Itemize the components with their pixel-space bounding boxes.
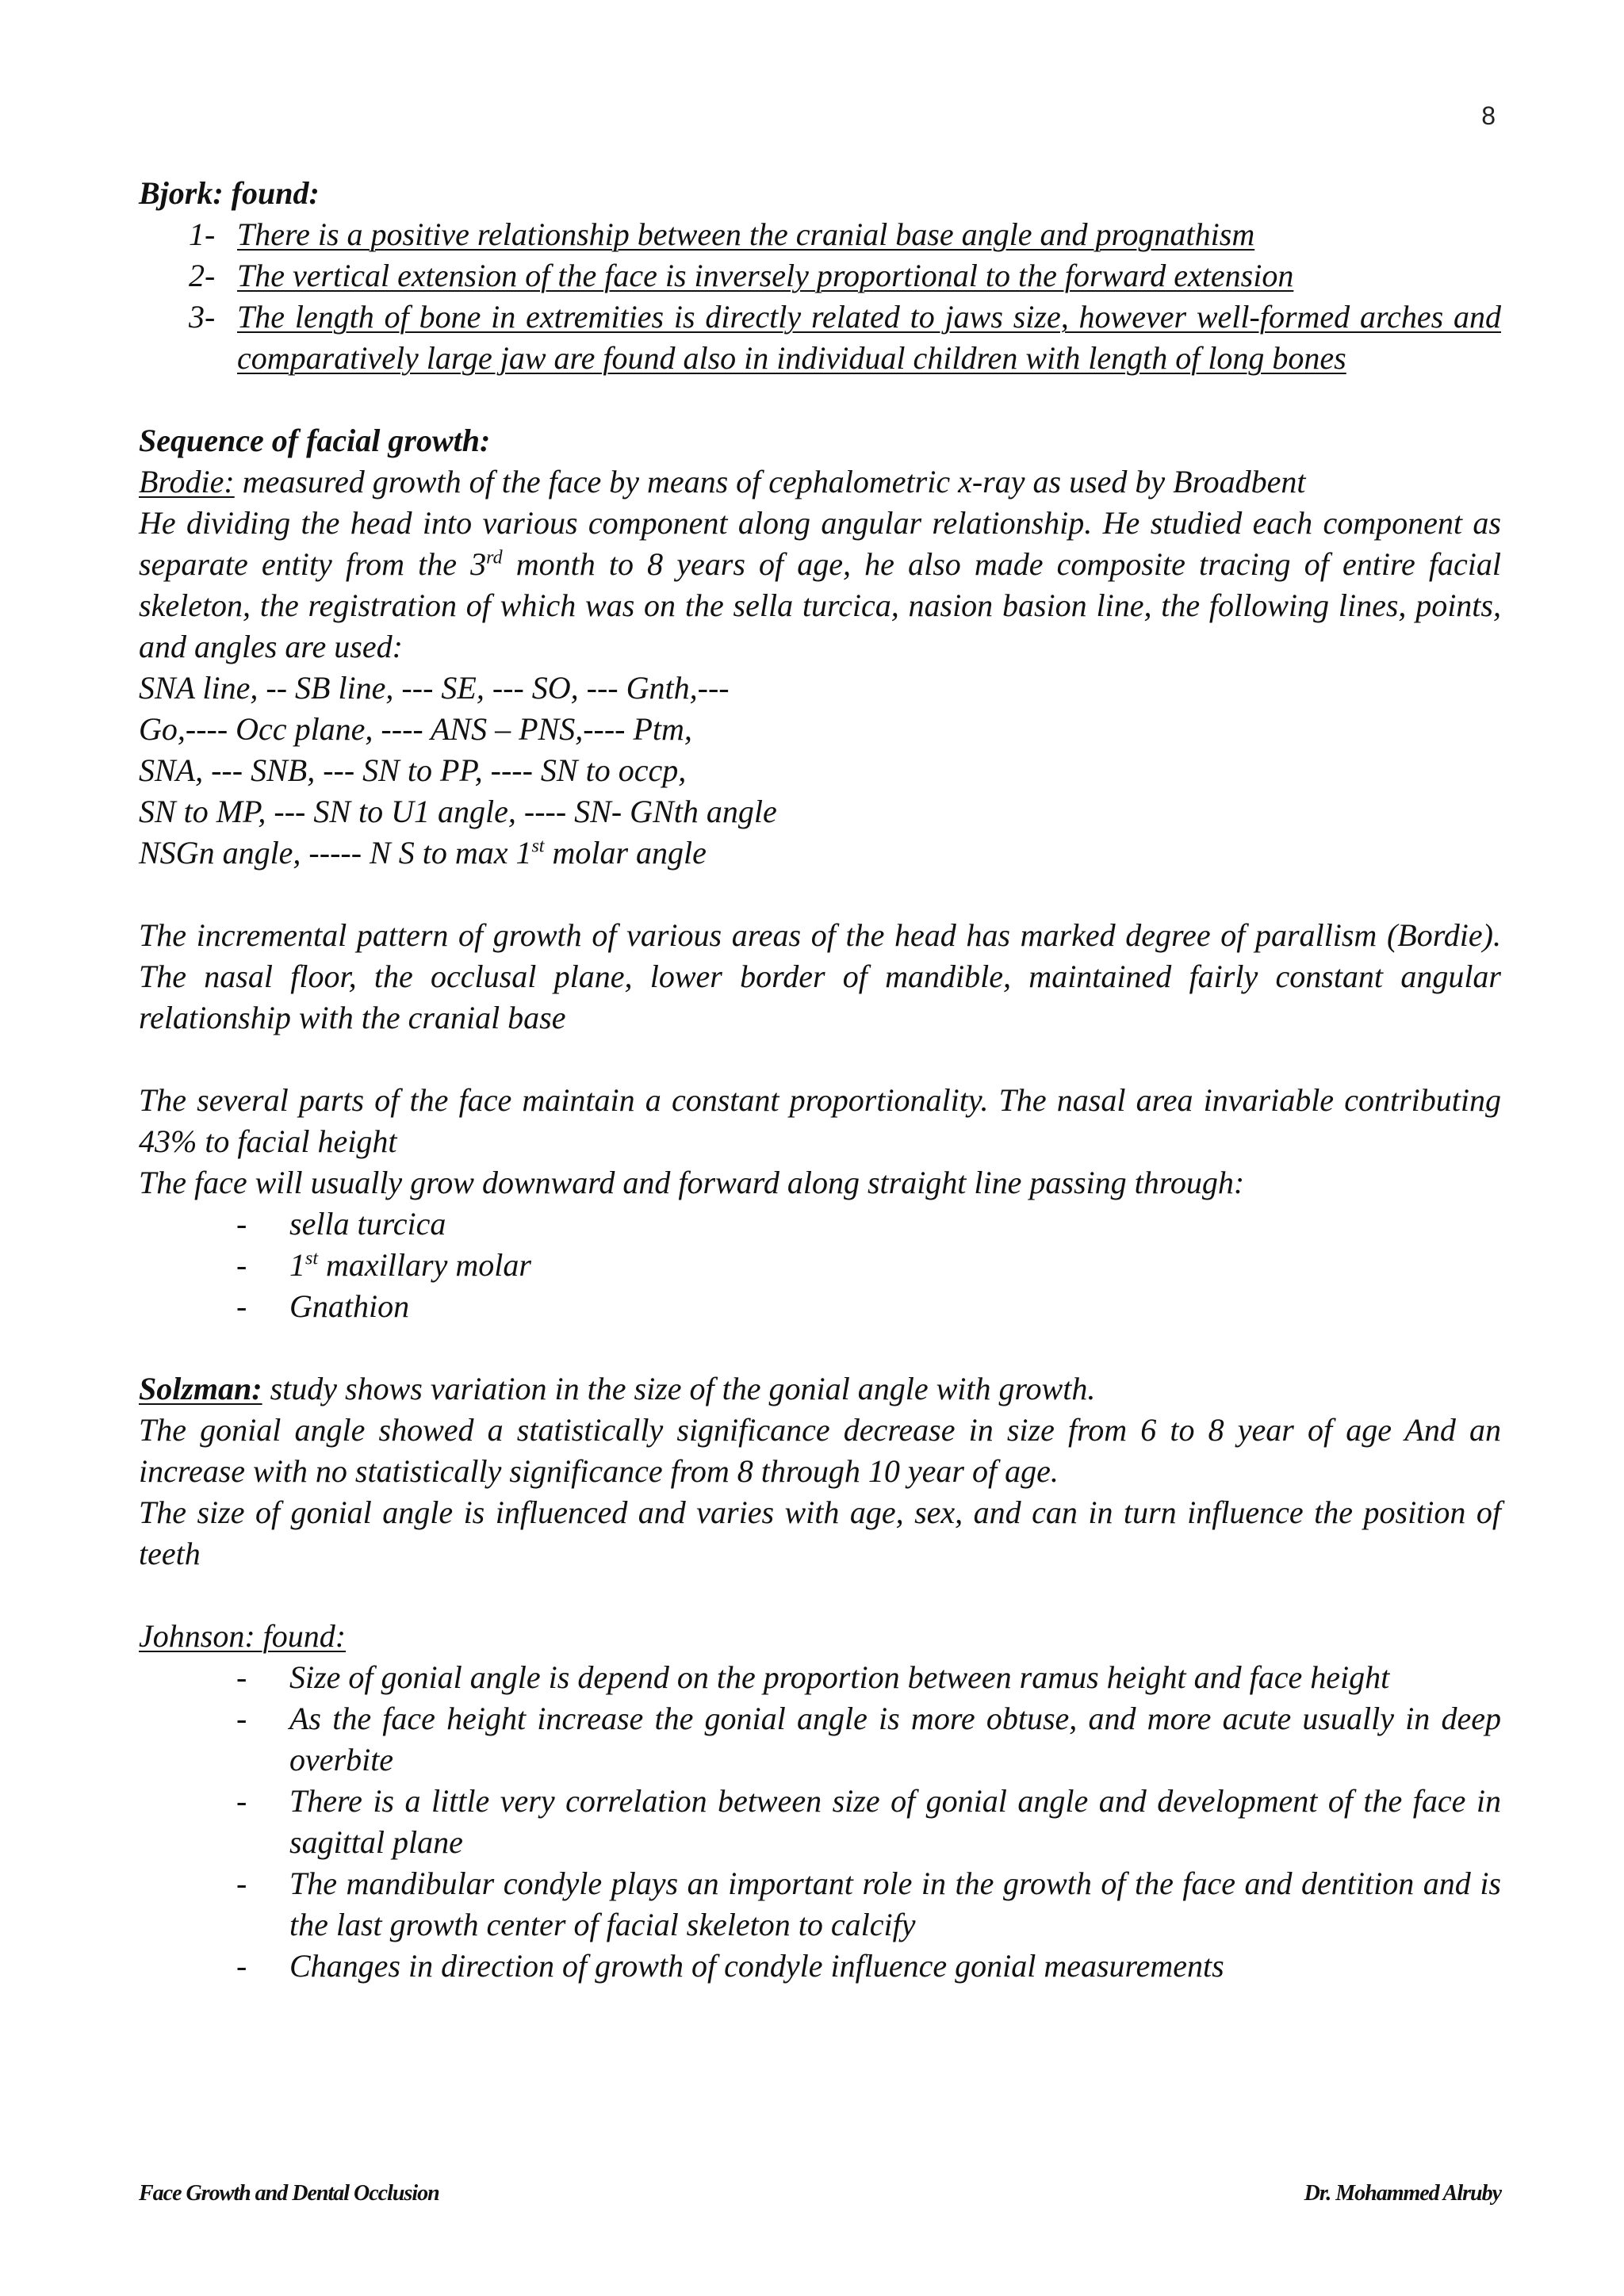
list-item-text: There is a little very correlation between size of gonial angle and development of the face in sagittal plane bbox=[289, 1783, 1501, 1860]
johnson-list bbox=[139, 1657, 1501, 1987]
dash-bullet: - bbox=[236, 1783, 247, 1819]
list-item-text-rest: maxillary molar bbox=[318, 1247, 531, 1283]
brodie-paragraph-b: month to 8 years of age, he also made composite tracing of entire facial skeleton, the registration of which was on the sella turcica, nasion basion line, the following lines, points, and angles are used: bbox=[139, 546, 1501, 664]
face-grow-paragraph: The face will usually grow downward and forward along straight line passing through: bbox=[139, 1165, 1245, 1200]
brodie-paragraph bbox=[139, 503, 1501, 668]
list-item bbox=[139, 1698, 1501, 1781]
page-number: 8 bbox=[1481, 101, 1496, 130]
johnson-heading-text: Johnson: found: bbox=[139, 1618, 347, 1654]
landmark-line: SNA, --- SNB, --- SN to PP, ---- SN to occp, bbox=[139, 752, 687, 788]
brodie-line bbox=[139, 461, 1501, 503]
sequence-heading: Sequence of facial growth: bbox=[139, 423, 491, 458]
dash-bullet: - bbox=[236, 1659, 247, 1695]
landmark-line: SNA line, -- SB line, --- SE, --- SO, --- Gnth,--- bbox=[139, 670, 730, 706]
list-item bbox=[139, 1286, 1501, 1327]
dash-bullet: - bbox=[236, 1866, 247, 1901]
bjork-item bbox=[139, 255, 1501, 297]
list-item bbox=[139, 1657, 1501, 1698]
dash-bullet: - bbox=[236, 1701, 247, 1736]
landmark-line-b: molar angle bbox=[544, 835, 707, 871]
ordinal-superscript: st bbox=[305, 1248, 319, 1269]
list-item-text: The mandibular condyle plays an important role in the growth of the face and dentition and is the last growth center of facial skeleton to calcify bbox=[289, 1866, 1501, 1942]
ordinal-superscript: rd bbox=[486, 547, 503, 568]
list-item bbox=[139, 1863, 1501, 1946]
list-item bbox=[139, 1203, 1501, 1245]
bjork-item-number: 2- bbox=[189, 258, 216, 293]
list-item-text: 1 bbox=[289, 1247, 305, 1283]
list-item bbox=[139, 1946, 1501, 1987]
bjork-item-number: 1- bbox=[189, 216, 216, 252]
proportionality-paragraph: The several parts of the face maintain a constant proportionality. The nasal area invariable contributing 43% to facial height bbox=[139, 1082, 1501, 1159]
bjork-item bbox=[139, 297, 1501, 379]
bjork-list bbox=[139, 214, 1501, 379]
dash-bullet: - bbox=[236, 1948, 247, 1984]
footer-course-title: Face Growth and Dental Occlusion bbox=[139, 2181, 439, 2206]
dash-bullet: - bbox=[236, 1247, 247, 1283]
bjork-item-text: The length of bone in extremities is directly related to jaws size, however well-formed arches and comparatively large jaw are found also in individual children with length of long bones bbox=[237, 299, 1501, 376]
footer-author: Dr. Mohammed Alruby bbox=[1304, 2181, 1501, 2206]
solzman-paragraph: The size of gonial angle is influenced and varies with age, sex, and can in turn influence the position of teeth bbox=[139, 1494, 1501, 1571]
brodie-paragraph-a: He dividing the head into various component along angular relationship. He studied each component as separate entity from the 3 bbox=[139, 505, 1501, 582]
brodie-text: measured growth of the face by means of cephalometric x-ray as used by Broadbent bbox=[234, 464, 1306, 499]
solzman-paragraph: The gonial angle showed a statistically significance decrease in size from 6 to 8 year of age And an increase with no statistically significance from 8 through 10 year of age. bbox=[139, 1412, 1501, 1489]
list-item-text: As the face height increase the gonial angle is more obtuse, and more acute usually in deep overbite bbox=[289, 1701, 1501, 1777]
landmark-line: SN to MP, --- SN to U1 angle, ---- SN- GNth angle bbox=[139, 794, 777, 829]
dash-bullet: - bbox=[236, 1288, 247, 1324]
bjork-item-text: The vertical extension of the face is inversely proportional to the forward extension bbox=[237, 258, 1294, 293]
johnson-heading bbox=[139, 1616, 1501, 1657]
incremental-paragraph: The incremental pattern of growth of various areas of the head has marked degree of parallism (Bordie). The nasal floor, the occlusal plane, lower border of mandible, maintained fairly constant angular relationship with the cranial base bbox=[139, 917, 1501, 1035]
solzman-label: Solzman: bbox=[139, 1371, 262, 1406]
list-item-text: Gnathion bbox=[289, 1288, 410, 1324]
document-body bbox=[139, 173, 1501, 1987]
bjork-item-text: There is a positive relationship between the cranial base angle and prognathism bbox=[237, 216, 1255, 252]
landmark-line-a: NSGn angle, ----- N S to max 1 bbox=[139, 835, 532, 871]
list-item bbox=[139, 1245, 1501, 1286]
bjork-heading: Bjork: found: bbox=[139, 175, 320, 211]
solzman-line bbox=[139, 1368, 1501, 1410]
dash-bullet: - bbox=[236, 1206, 247, 1242]
bjork-item bbox=[139, 214, 1501, 255]
growth-points-list bbox=[139, 1203, 1501, 1327]
list-item-text: sella turcica bbox=[289, 1206, 446, 1242]
list-item-text: Changes in direction of growth of condyle influence gonial measurements bbox=[289, 1948, 1224, 1984]
landmark-line: Go,---- Occ plane, ---- ANS – PNS,---- Ptm, bbox=[139, 711, 692, 747]
brodie-label: Brodie: bbox=[139, 464, 235, 499]
bjork-item-number: 3- bbox=[189, 299, 216, 335]
list-item bbox=[139, 1781, 1501, 1863]
landmark-line bbox=[139, 832, 1501, 874]
ordinal-superscript: st bbox=[531, 836, 545, 857]
solzman-intro: study shows variation in the size of the gonial angle with growth. bbox=[262, 1371, 1096, 1406]
list-item-text: Size of gonial angle is depend on the proportion between ramus height and face height bbox=[289, 1659, 1390, 1695]
